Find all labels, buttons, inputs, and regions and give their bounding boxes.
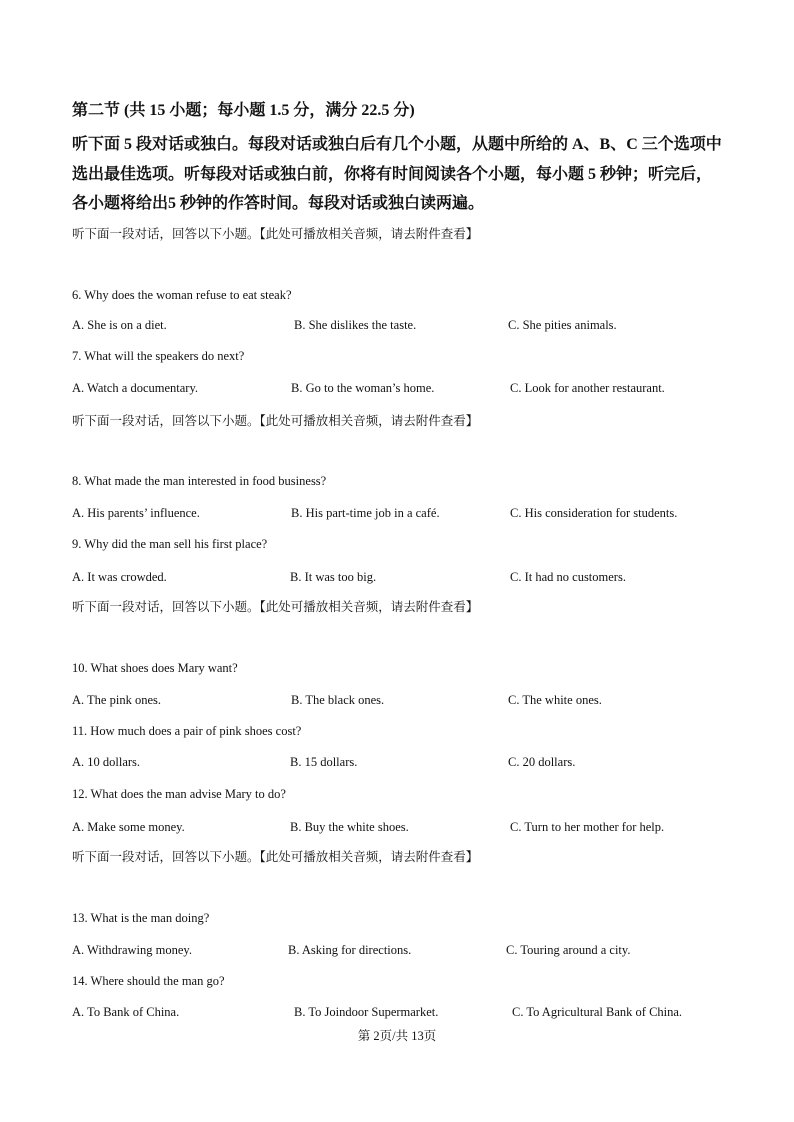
question-8: 8. What made the man interested in food business?	[72, 474, 327, 488]
option-10b: B. The black ones.	[291, 693, 385, 707]
option-8c: C. His consideration for students.	[510, 506, 678, 520]
option-6a: A. She is on a diet.	[72, 318, 167, 332]
question-11: 11. How much does a pair of pink shoes cost?	[72, 724, 302, 738]
question-9: 9. Why did the man sell his first place?	[72, 537, 268, 551]
dialog-intro: 听下面一段对话，回答以下小题。【此处可播放相关音频，请去附件查看】	[72, 600, 479, 614]
option-7a: A. Watch a documentary.	[72, 381, 199, 395]
option-13b: B. Asking for directions.	[288, 943, 412, 957]
option-7c: C. Look for another restaurant.	[510, 381, 665, 395]
option-13a: A. Withdrawing money.	[72, 943, 192, 957]
option-13c: C. Touring around a city.	[506, 943, 631, 957]
question-6: 6. Why does the woman refuse to eat steak?	[72, 288, 292, 302]
option-14a: A. To Bank of China.	[72, 1005, 180, 1019]
option-11a: A. 10 dollars.	[72, 755, 141, 769]
option-11c: C. 20 dollars.	[508, 755, 576, 769]
question-13: 13. What is the man doing?	[72, 911, 210, 925]
option-6b: B. She dislikes the taste.	[294, 318, 417, 332]
option-7b: B. Go to the woman’s home.	[291, 381, 435, 395]
instruction-line-1: 听下面 5 段对话或独白。每段对话或独白后有几个小题，从题中所给的 A、B、C 三个选项中	[72, 136, 722, 153]
option-12a: A. Make some money.	[72, 820, 185, 834]
option-14c: C. To Agricultural Bank of China.	[512, 1005, 683, 1019]
option-11b: B. 15 dollars.	[290, 755, 358, 769]
option-8a: A. His parents’ influence.	[72, 506, 200, 520]
question-10: 10. What shoes does Mary want?	[72, 661, 238, 675]
option-9c: C. It had no customers.	[510, 570, 626, 584]
option-12b: B. Buy the white shoes.	[290, 820, 409, 834]
option-6c: C. She pities animals.	[508, 318, 617, 332]
option-14b: B. To Joindoor Supermarket.	[294, 1005, 439, 1019]
option-9a: A. It was crowded.	[72, 570, 167, 584]
question-14: 14. Where should the man go?	[72, 974, 225, 988]
dialog-intro: 听下面一段对话，回答以下小题。【此处可播放相关音频，请去附件查看】	[72, 414, 479, 428]
instruction-line-3: 各小题将给出5 秒钟的作答时间。每段对话或独白读两遍。	[72, 195, 485, 212]
question-12: 12. What does the man advise Mary to do?	[72, 787, 286, 801]
section-title: 第二节 (共 15 小题；每小题 1.5 分，满分 22.5 分)	[72, 102, 415, 119]
option-10c: C. The white ones.	[508, 693, 602, 707]
dialog-intro: 听下面一段对话，回答以下小题。【此处可播放相关音频，请去附件查看】	[72, 227, 479, 241]
page-number: 第 2页/共 13页	[357, 1029, 437, 1043]
option-12c: C. Turn to her mother for help.	[510, 820, 665, 834]
dialog-intro: 听下面一段对话，回答以下小题。【此处可播放相关音频，请去附件查看】	[72, 850, 479, 864]
option-8b: B. His part-time job in a café.	[291, 506, 440, 520]
option-10a: A. The pink ones.	[72, 693, 161, 707]
option-9b: B. It was too big.	[290, 570, 377, 584]
instruction-line-2: 选出最佳选项。听每段对话或独白前，你将有时间阅读各个小题，每小题 5 秒钟；听完后，	[72, 166, 713, 183]
question-7: 7. What will the speakers do next?	[72, 349, 245, 363]
